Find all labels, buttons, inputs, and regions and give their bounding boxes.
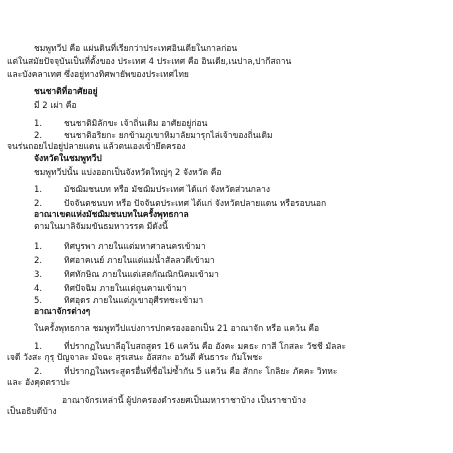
direction-number-4: 4.	[34, 284, 43, 294]
direction-number-2: 2.	[34, 256, 43, 266]
kingdom-number-1: 1.	[34, 342, 43, 352]
direction-text-3: ทิศทักษิณ ภายในแต่เสตกัณณิกนิคมเข้ามา	[64, 270, 219, 280]
tribe-number-2: 2.	[34, 131, 43, 141]
direction-item-2	[34, 256, 215, 266]
heading-kingdoms: อาณาจักรต่างๆ	[34, 307, 91, 317]
province-text-1: มัชฌิมชนบท หรือ มัชฌิมประเทศ ได้แก่ จังหวัดส่วนกลาง	[64, 185, 271, 195]
province-number-1: 1.	[34, 185, 43, 195]
kingdom-item-2	[34, 367, 337, 377]
province-number-2: 2.	[34, 199, 43, 209]
direction-text-4: ทิศปัจฉิม ภายในแต่ถูนคามเข้ามา	[64, 284, 187, 294]
kingdom-item-1	[34, 342, 346, 352]
provinces-intro: ชมพูทวีปนั้น แบ่งออกเป็นจังหวัดใหญ่ๆ 2 จังหวัด คือ	[34, 168, 222, 178]
boundaries-intro: ตามในมาลิจัมมขันธมหาวรรค มีดังนี้	[34, 222, 168, 232]
province-item-2	[34, 199, 326, 209]
kingdom-text-2-cont: และ อังคุตตราปะ	[7, 378, 71, 388]
direction-item-4	[34, 284, 187, 294]
province-text-2: ปัจจันตชนบท หรือ ปัจจันตประเทศ ได้แก่ จังหวัดปลายแดน หรือรอบนอก	[64, 199, 327, 209]
kingdom-number-2: 2.	[34, 367, 43, 377]
tribe-item-2	[34, 131, 273, 141]
intro-line-3: และบังคลาเทศ ซึ่งอยู่ทางทิศพายัพของประเทศไทย	[7, 70, 189, 80]
closing-line-2: เป็นอธิบดีบ้าง	[7, 407, 57, 417]
tribe-text-1: ชนชาติมิลักขะ เจ้าถิ่นเดิม อาศัยอยู่ก่อน	[64, 119, 208, 129]
direction-number-5: 5.	[34, 296, 43, 306]
tribe-text-2-cont: จนร่นถอยไปอยู่ปลายแดน แล้วตนเองเข้ายึดครอง	[7, 142, 186, 152]
heading-provinces: จังหวัดในชมพูทวีป	[34, 154, 102, 164]
kingdoms-intro: ในครั้งพุทธกาล ชมพูทวีปแบ่งการปกครองออกเป็น 21 อาณาจัก หรือ แคว้น คือ	[34, 324, 320, 334]
heading-boundaries: อาณาเขตแห่งมัชฌิมชนบทในครั้งพุทธกาล	[34, 210, 189, 220]
kingdom-text-2: ที่ปรากฏในพระสูตรอื่นที่ชื่อไม่ซ้ำกัน 5 แคว้น คือ สักกะ โกลิยะ ภัคคะ วิทหะ	[64, 367, 338, 377]
closing-line-1: อาณาจักรเหล่านี้ ผู้ปกครองดำรงยศเป็นมหาราชาบ้าง เป็นราชาบ้าง	[62, 396, 306, 406]
intro-line-1: ชมพูทวีป คือ แผ่นดินที่เรียกว่าประเทศอินเดียในกาลก่อน	[34, 44, 238, 54]
direction-text-2: ทิศอาคเนย์ ภายในแต่แม่น้ำสัลลวดีเข้ามา	[64, 256, 215, 266]
direction-text-1: ทิศบูรพา ภายในแต่มหาศาลนครเข้ามา	[64, 242, 206, 252]
direction-item-1	[34, 242, 206, 252]
tribe-number-1: 1.	[34, 119, 43, 129]
direction-text-5: ทิศอุดร ภายในแต่ภูเขาอุศีรทชะเข้ามา	[64, 296, 204, 306]
intro-line-2: แต่ในสมัยปัจจุบันเป็นที่ตั้งของ ประเทศ 4 ประเทศ คือ อินเดีย,เนปาล,ปากีสถาน	[7, 57, 292, 67]
direction-number-1: 1.	[34, 242, 43, 252]
tribe-item-1	[34, 119, 207, 129]
heading-inhabitants: ชนชาติที่อาศัยอยู่	[34, 87, 98, 97]
direction-number-3: 3.	[34, 270, 43, 280]
direction-item-5	[34, 296, 203, 306]
province-item-1	[34, 185, 270, 195]
tribes-intro: มี 2 เผ่า คือ	[34, 101, 77, 111]
direction-item-3	[34, 270, 219, 280]
kingdom-text-1: ที่ปรากฏในบาลีอุโบสถสูตร 16 แคว้น คือ อังคะ มคธะ กาสี โกสละ วัชชี มัลละ	[64, 342, 347, 352]
kingdom-text-1-cont: เจดี วังสะ กุรุ ปัญจาละ มัจฉะ สุรเสนะ อัสสกะ อวันตี คันธาระ กัมโพชะ	[7, 353, 263, 363]
tribe-text-2: ชนชาติอริยกะ ยกข้ามภูเขาหิมาลัยมารุกไล่เจ้าของถิ่นเดิม	[64, 131, 273, 141]
